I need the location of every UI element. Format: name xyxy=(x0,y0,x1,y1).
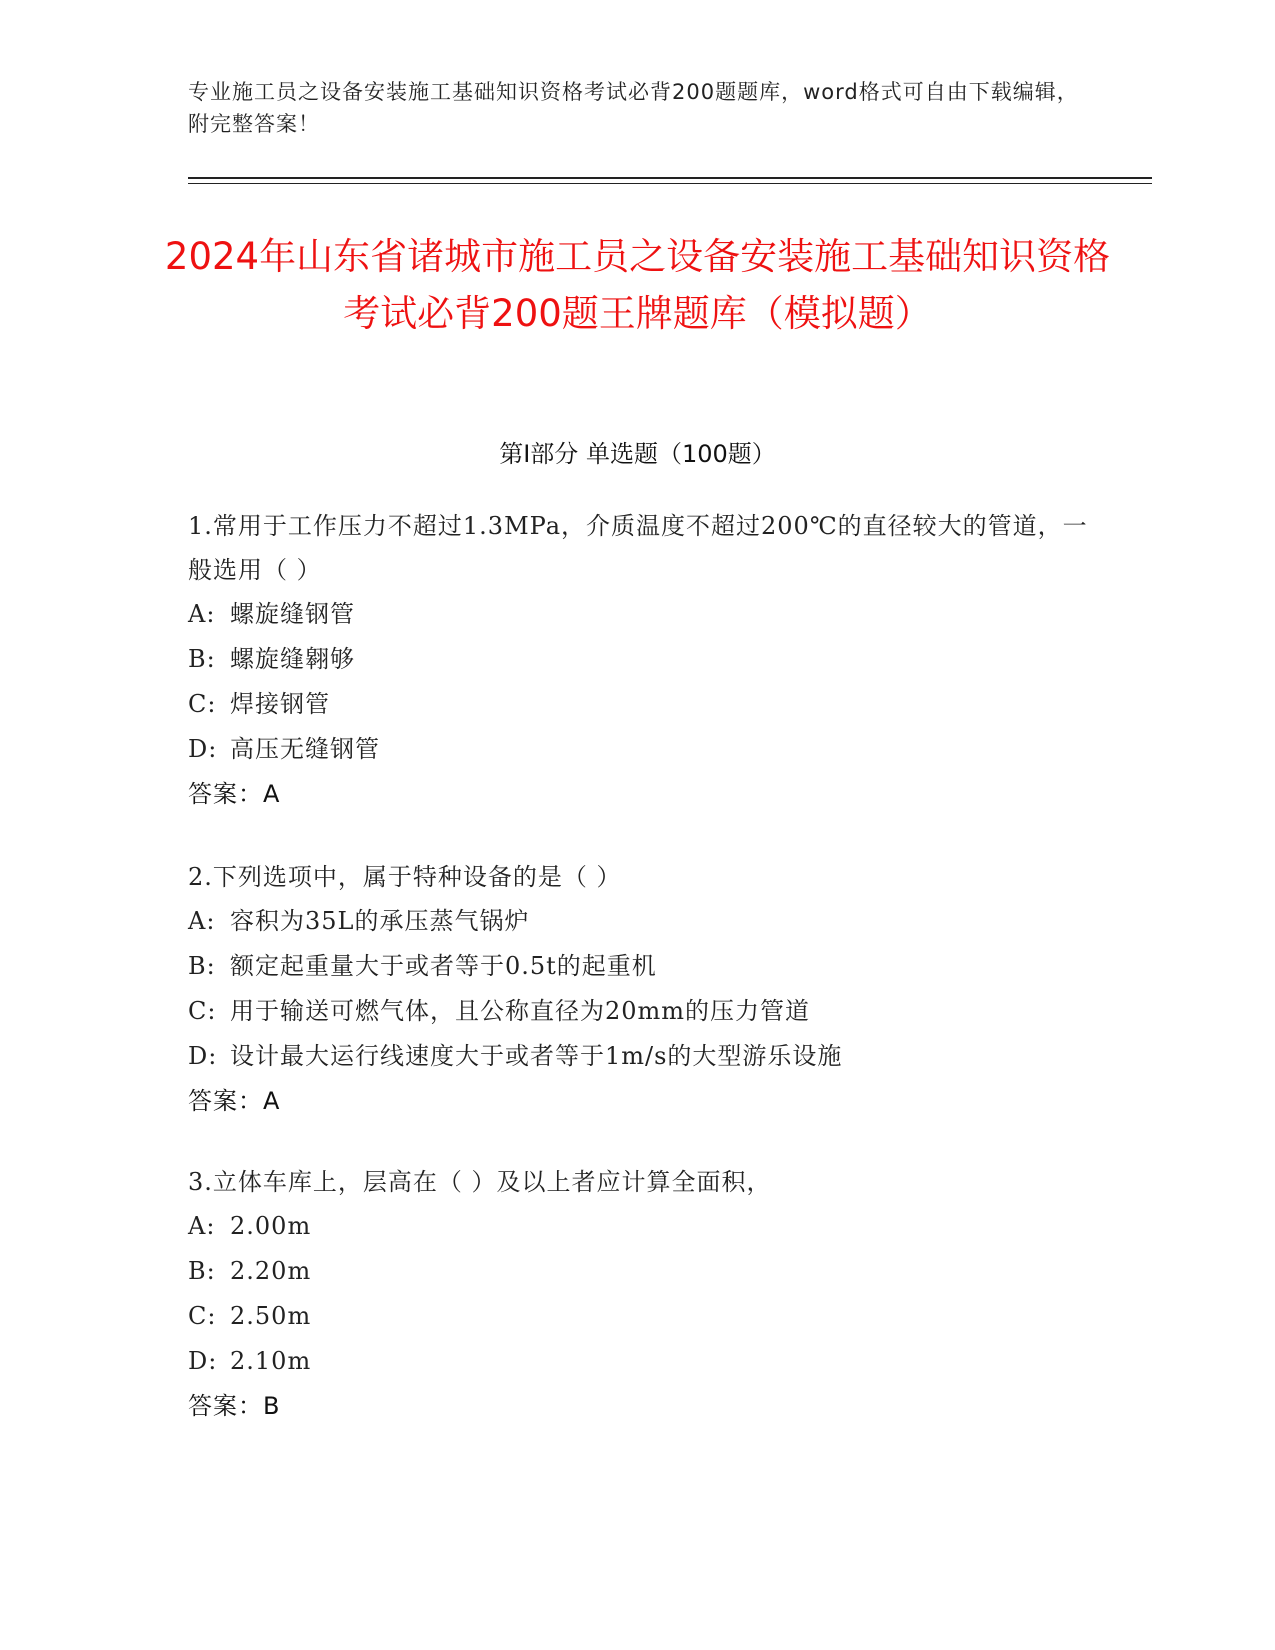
option-letter: D: xyxy=(188,735,218,763)
option-text: 螺旋缝钢管 xyxy=(230,600,355,628)
option-text: 用于输送可燃气体，且公称直径为20mm的压力管道 xyxy=(230,997,811,1025)
question-stem: 3.立体车库上，层高在（ ）及以上者应计算全面积， xyxy=(188,1168,772,1196)
option-text: 高压无缝钢管 xyxy=(230,735,380,763)
option-d xyxy=(188,1339,1088,1384)
option-text: 容积为35L的承压蒸气锅炉 xyxy=(230,907,530,935)
option-letter: A: xyxy=(188,600,216,628)
option-d xyxy=(188,727,1088,772)
option-text: 2.00m xyxy=(230,1212,312,1240)
answer: 答案：A xyxy=(188,780,281,808)
option-letter: A: xyxy=(188,907,216,935)
option-c xyxy=(188,1294,1088,1339)
option-text: 2.10m xyxy=(230,1347,312,1375)
option-letter: C: xyxy=(188,997,217,1025)
question-3 xyxy=(188,1160,1088,1429)
option-c xyxy=(188,682,1088,727)
option-letter: A: xyxy=(188,1212,216,1240)
option-b xyxy=(188,1249,1088,1294)
answer: 答案：A xyxy=(188,1087,281,1115)
option-letter: B: xyxy=(188,952,216,980)
header-divider-thin xyxy=(188,183,1152,184)
option-b xyxy=(188,637,1088,682)
option-text: 焊接钢管 xyxy=(230,690,330,718)
answer: 答案：B xyxy=(188,1392,281,1420)
option-letter: C: xyxy=(188,690,217,718)
section-title: 第I部分 单选题（100题） xyxy=(499,440,776,468)
question-stem: 2.下列选项中，属于特种设备的是（ ） xyxy=(188,863,622,891)
document-title: 2024年山东省诸城市施工员之设备安装施工基础知识资格考试必背200题王牌题库（模拟题） xyxy=(164,235,1111,335)
option-text: 设计最大运行线速度大于或者等于1m/s的大型游乐设施 xyxy=(230,1042,843,1070)
header-divider-thick xyxy=(188,177,1152,179)
option-text: 2.20m xyxy=(230,1257,312,1285)
option-letter: B: xyxy=(188,645,216,673)
option-letter: B: xyxy=(188,1257,216,1285)
question-stem: 1.常用于工作压力不超过1.3MPa，介质温度不超过200℃的直径较大的管道，一般选用（ ） xyxy=(188,512,1088,584)
option-text: 2.50m xyxy=(230,1302,312,1330)
option-text: 螺旋缝翱够 xyxy=(230,645,355,673)
option-letter: D: xyxy=(188,1042,218,1070)
question-2 xyxy=(188,855,1088,1124)
option-a xyxy=(188,592,1088,637)
header-note: 专业施工员之设备安装施工基础知识资格考试必背200题题库，word格式可自由下载编辑，附完整答案！ xyxy=(188,80,1079,136)
option-letter: D: xyxy=(188,1347,218,1375)
option-c xyxy=(188,989,1088,1034)
option-d xyxy=(188,1034,1088,1079)
option-a xyxy=(188,1204,1088,1249)
option-a xyxy=(188,899,1088,944)
option-text: 额定起重量大于或者等于0.5t的起重机 xyxy=(230,952,657,980)
option-letter: C: xyxy=(188,1302,217,1330)
option-b xyxy=(188,944,1088,989)
question-1 xyxy=(188,504,1088,817)
